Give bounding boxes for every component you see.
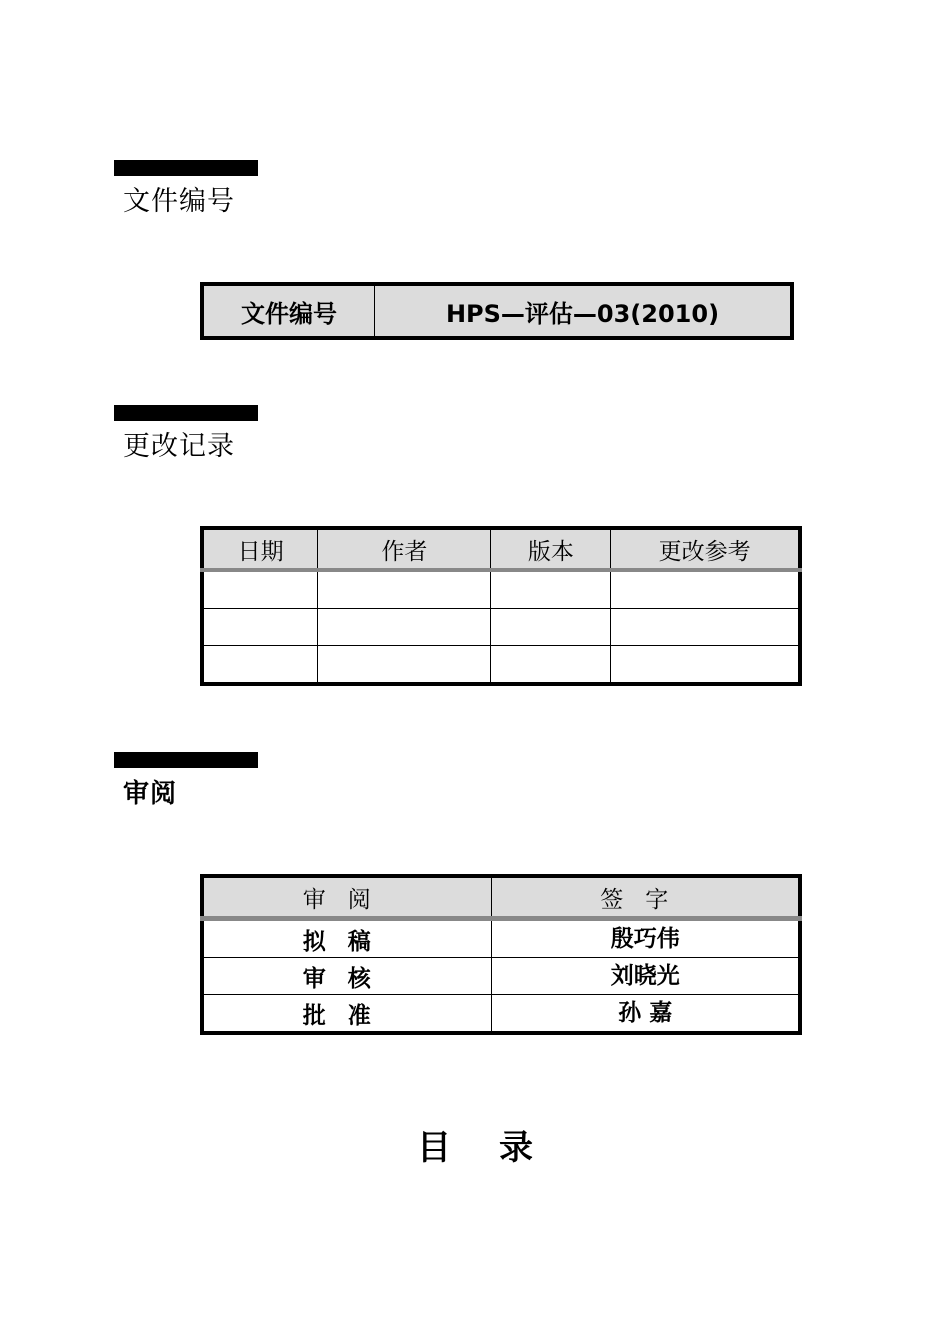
review-signer: 殷巧伟 [492, 916, 800, 955]
table-row [202, 958, 800, 995]
change-record-header-row [202, 528, 800, 570]
table-row [202, 609, 800, 646]
cell-date [202, 609, 318, 646]
doc-number-label: 文件编号 [202, 284, 375, 338]
cell-date [202, 646, 318, 685]
cell-author [318, 570, 491, 609]
cell-version [491, 570, 611, 609]
doc-number-value: HPS—评估—03(2010) [445, 299, 720, 328]
review-signer: 刘晓光 [492, 955, 800, 992]
review-role: 审核 [202, 958, 492, 995]
cell-author [318, 646, 491, 685]
header-date: 日期 [202, 528, 318, 570]
doc-number-row [202, 284, 792, 338]
section-title-doc-number: 文件编号 [123, 186, 235, 217]
table-row [202, 570, 800, 609]
review-role: 拟稿 [202, 919, 492, 958]
header-change-ref: 更改参考 [611, 528, 800, 570]
section-bar-change-record [114, 405, 258, 421]
review-signer: 孙 嘉 [492, 992, 800, 1031]
toc-heading: 目录 [417, 1128, 581, 1168]
section-bar-review [114, 752, 258, 768]
doc-number-table [200, 282, 794, 340]
section-title-change-record: 更改记录 [123, 431, 235, 462]
review-table [200, 874, 802, 1035]
review-header-row [202, 876, 800, 919]
header-review: 审阅 [202, 876, 492, 919]
header-author: 作者 [318, 528, 491, 570]
header-signature: 签字 [492, 876, 800, 919]
cell-change-ref [611, 646, 800, 685]
change-record-table [200, 526, 802, 686]
cell-version [491, 646, 611, 685]
table-row [202, 646, 800, 685]
header-version: 版本 [491, 528, 611, 570]
cell-change-ref [611, 609, 800, 646]
section-title-review: 审阅 [123, 779, 178, 809]
cell-author [318, 609, 491, 646]
section-bar-doc-number [114, 160, 258, 176]
table-row [202, 995, 800, 1034]
cell-change-ref [611, 570, 800, 609]
cell-version [491, 609, 611, 646]
cell-date [202, 570, 318, 609]
review-role: 批准 [202, 995, 492, 1034]
table-row [202, 919, 800, 958]
